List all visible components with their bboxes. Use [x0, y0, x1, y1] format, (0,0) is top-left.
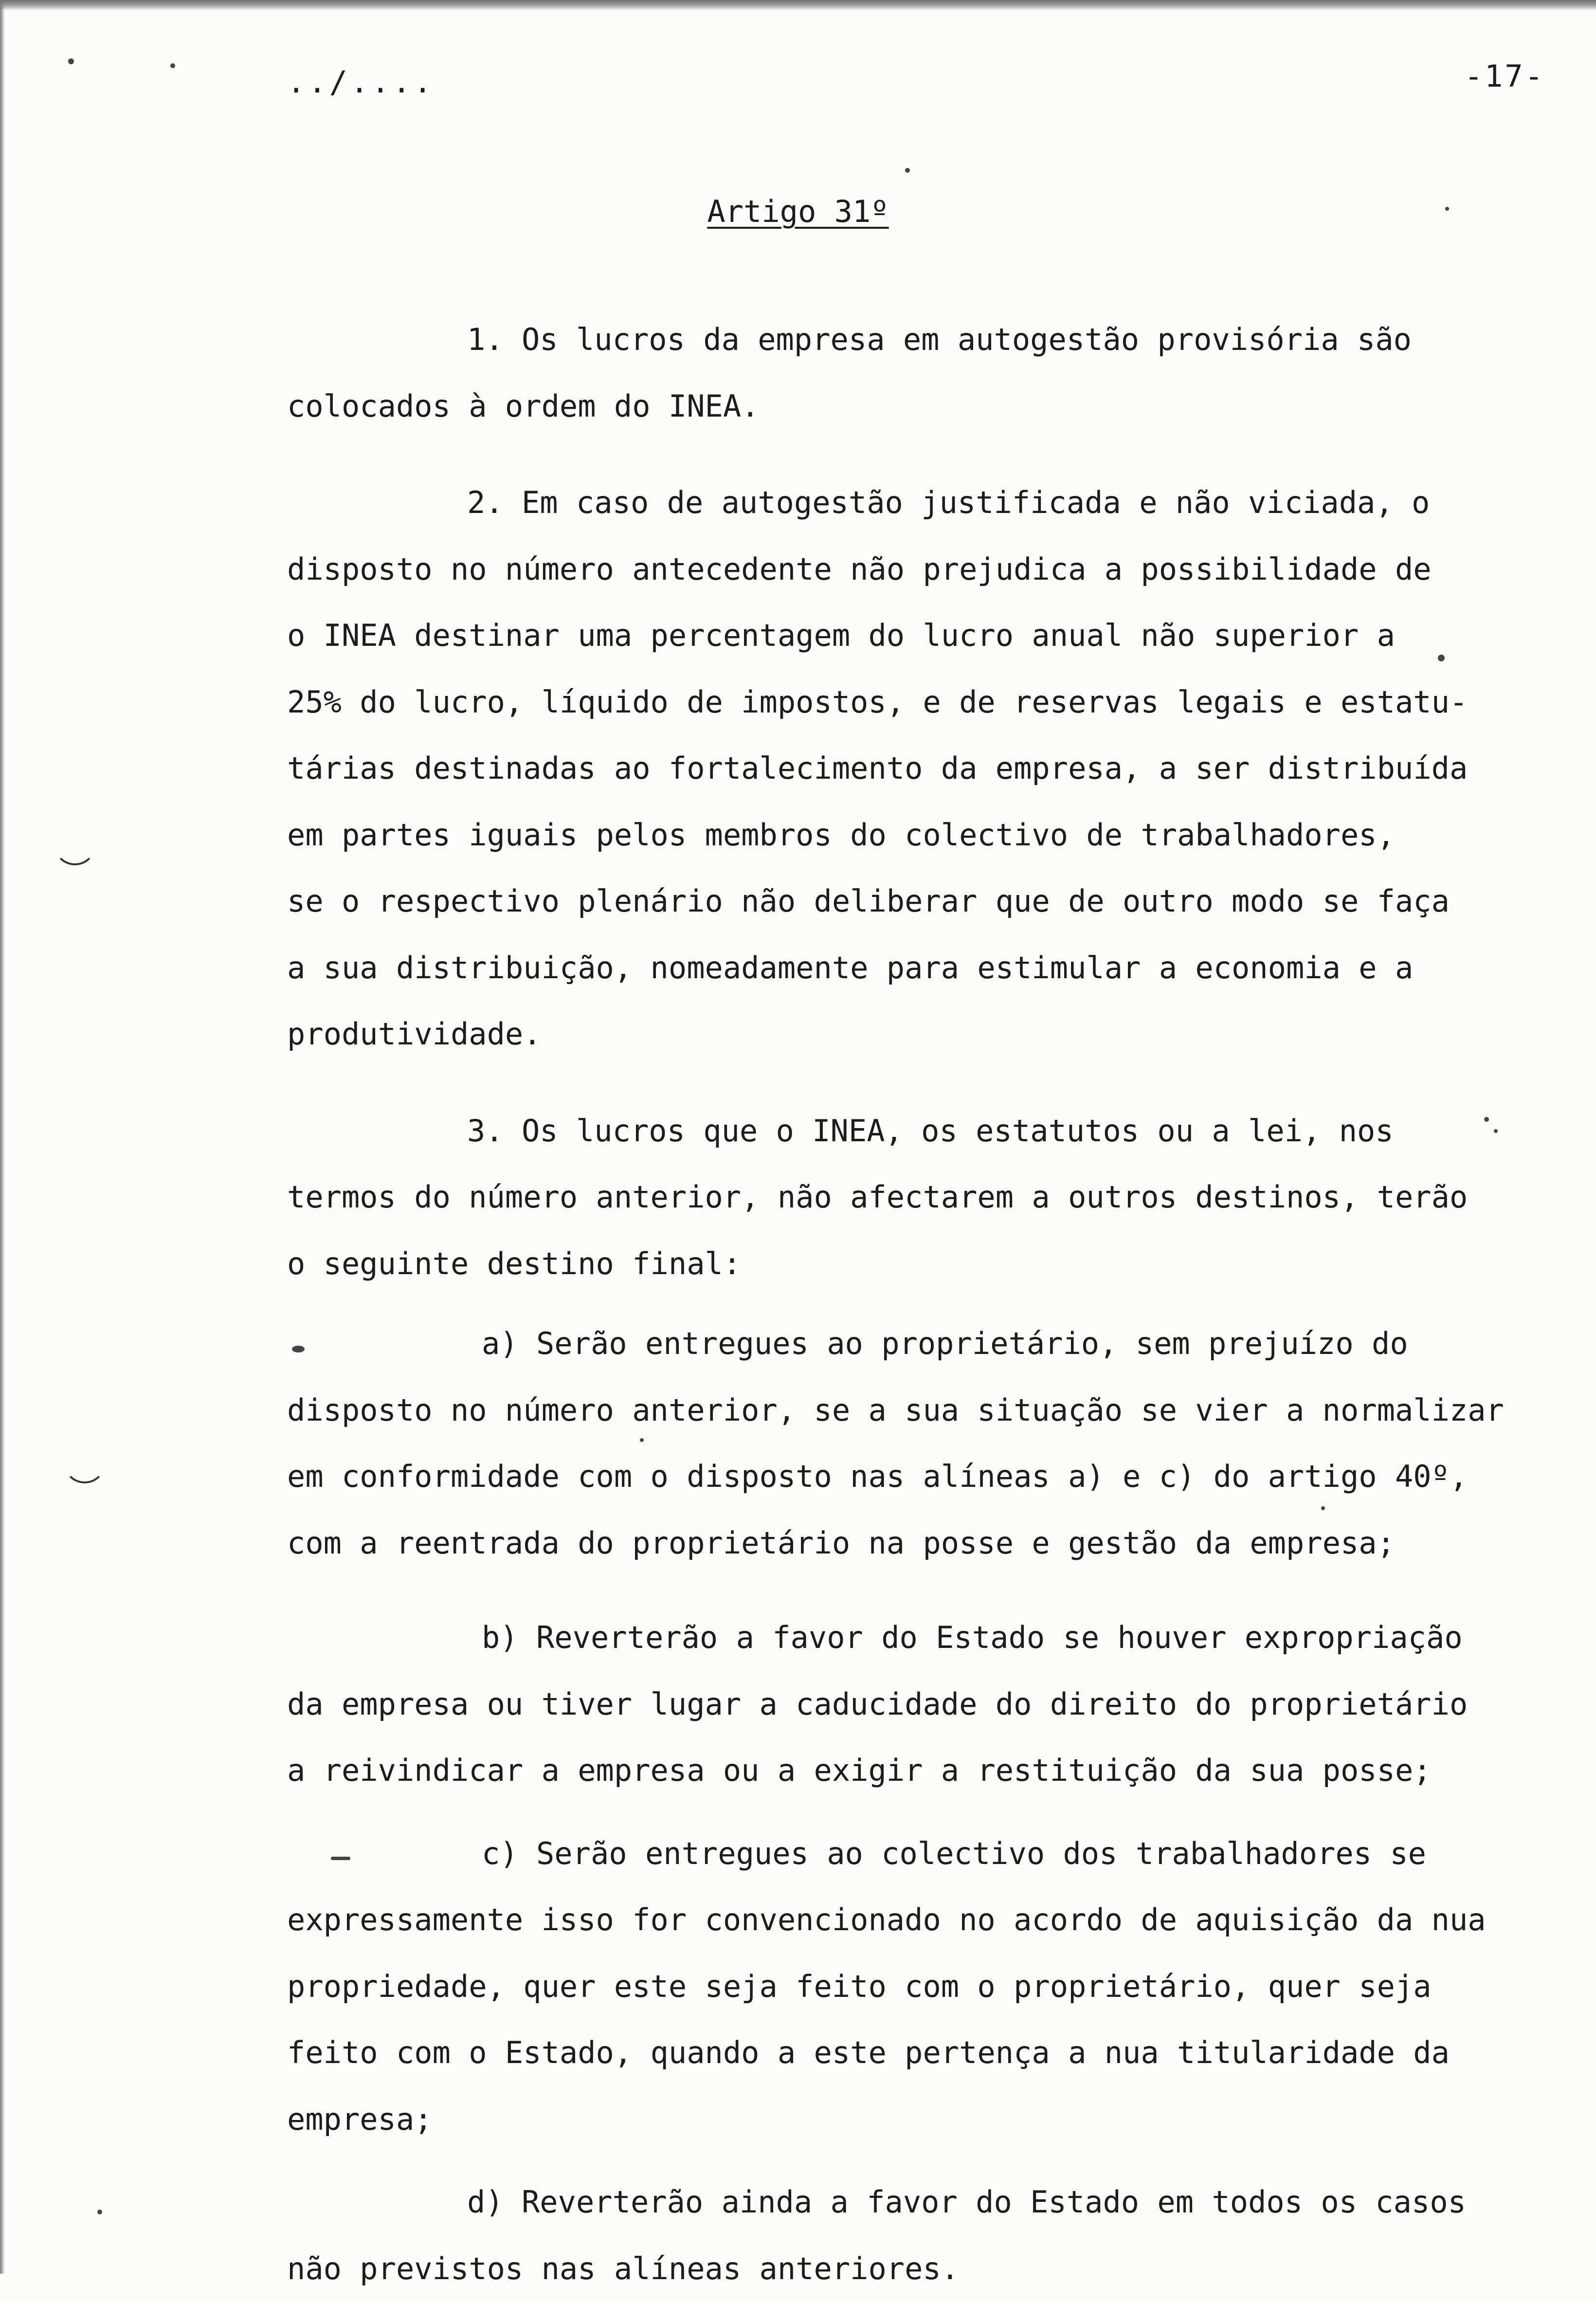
punch-hole-mark [63, 1441, 106, 1483]
paragraph-1 [287, 307, 1596, 439]
article-title [0, 194, 1596, 229]
text-line: 1. Os lucros da empresa em autogestão provisória são [287, 307, 1596, 373]
text-line: 2. Em caso de autogestão justificada e não viciada, o [287, 470, 1596, 536]
text-line: produtividade. [287, 1001, 1596, 1068]
text-line: o INEA destinar uma percentagem do lucro anual não superior a [287, 603, 1596, 669]
alinea-c [287, 1821, 1596, 2153]
scan-speck [1321, 1506, 1325, 1510]
text-line: não previstos nas alíneas anteriores. [287, 2236, 1596, 2302]
text-line: 3. Os lucros que o INEA, os estatutos ou a lei, nos [287, 1098, 1596, 1165]
text-line: a) Serão entregues ao proprietário, sem prejuízo do [287, 1311, 1596, 1377]
text-line: c) Serão entregues ao colectivo dos trabalhadores se [287, 1821, 1596, 1887]
text-line: 25% do lucro, líquido de impostos, e de reservas legais e estatu- [287, 669, 1596, 736]
scan-speck [97, 2210, 102, 2214]
scan-speck [1484, 1117, 1489, 1122]
text-line: disposto no número antecedente não prejudica a possibilidade de [287, 536, 1596, 603]
scan-speck [68, 58, 74, 64]
alinea-d [287, 2169, 1596, 2302]
paragraph-2 [287, 470, 1596, 1068]
text-line: disposto no número anterior, se a sua situação se vier a normalizar [287, 1377, 1596, 1444]
article-body [287, 307, 1596, 2302]
scan-speck [1445, 207, 1449, 211]
text-line: em conformidade com o disposto nas alíneas a) e c) do artigo 40º, [287, 1443, 1596, 1510]
text-line: da empresa ou tiver lugar a caducidade do direito do proprietário [287, 1671, 1596, 1738]
scan-speck [1494, 1129, 1498, 1133]
scan-speck [1438, 655, 1445, 661]
scan-speck [170, 63, 175, 68]
text-line: em partes iguais pelos membros do colectivo de trabalhadores, [287, 802, 1596, 869]
text-line: d) Reverterão ainda a favor do Estado em todos os casos [287, 2169, 1596, 2236]
text-line: com a reentrada do proprietário na posse e gestão da empresa; [287, 1510, 1596, 1577]
page-reference: ../.... [287, 64, 435, 100]
text-line: o seguinte destino final: [287, 1231, 1596, 1297]
page-number: -17- [1465, 58, 1545, 94]
scan-top-edge [0, 0, 1596, 11]
text-line: colocados à ordem do INEA. [287, 373, 1596, 440]
paragraph-3 [287, 1098, 1596, 1297]
text-line: expressamente isso for convencionado no acordo de aquisição da nua [287, 1887, 1596, 1954]
text-line: empresa; [287, 2086, 1596, 2153]
scan-speck [331, 1857, 350, 1860]
text-line: tárias destinadas ao fortalecimento da empresa, a ser distribuída [287, 735, 1596, 802]
scan-speck [292, 1346, 305, 1352]
text-line: a reivindicar a empresa ou a exigir a restituição da sua posse; [287, 1737, 1596, 1804]
text-line: b) Reverterão a favor do Estado se houver expropriação [287, 1605, 1596, 1671]
punch-hole-mark [54, 822, 96, 865]
scan-speck [905, 168, 910, 173]
text-line: propriedade, quer este seja feito com o proprietário, quer seja [287, 1954, 1596, 2020]
text-line: se o respectivo plenário não deliberar que de outro modo se faça [287, 868, 1596, 935]
text-line: termos do número anterior, não afectarem a outros destinos, terão [287, 1164, 1596, 1231]
alinea-b [287, 1605, 1596, 1804]
text-line: a sua distribuição, nomeadamente para estimular a economia e a [287, 935, 1596, 1002]
alinea-a [287, 1311, 1596, 1576]
text-line: feito com o Estado, quando a este pertença a nua titularidade da [287, 2020, 1596, 2086]
scan-left-edge [0, 0, 5, 2274]
scan-speck [640, 1438, 644, 1442]
article-title-text: Artigo 31º [707, 194, 889, 229]
